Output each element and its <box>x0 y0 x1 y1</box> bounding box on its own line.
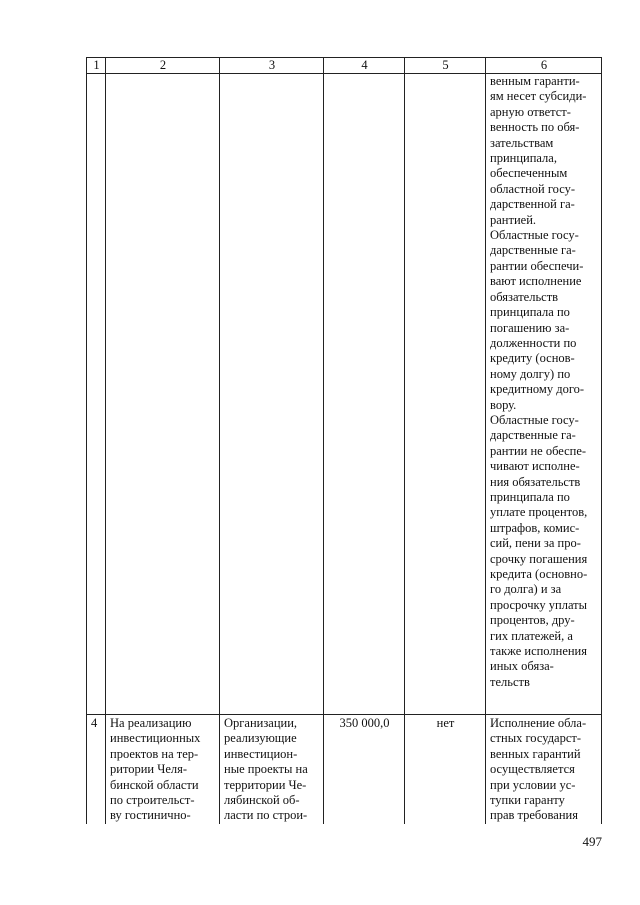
column-number-6: 6 <box>486 58 602 74</box>
cell-col5 <box>405 74 486 715</box>
table-row-continuation <box>87 74 602 715</box>
cell-conditions: Исполнение обла- стных государст- венных гарантий осуществляется при условии ус- тупки гаранту прав требования <box>486 715 602 824</box>
column-number-5: 5 <box>405 58 486 74</box>
guarantees-table <box>86 57 602 824</box>
cell-recourse: нет <box>405 715 486 824</box>
page-number: 497 <box>582 834 602 849</box>
cell-purpose: На реализацию инвестиционных проектов на тер- ритории Челя- бинской области по строительст- ву гостинично- <box>106 715 220 824</box>
column-number-2: 2 <box>106 58 220 74</box>
table-header-row <box>87 58 602 74</box>
column-number-3: 3 <box>220 58 324 74</box>
cell-amount: 350 000,0 <box>324 715 405 824</box>
cell-row-number: 4 <box>87 715 106 824</box>
cell-principal: Организации, реализующие инвестицион- ные проекты на территории Че- лябинской об- ласти по строи- <box>220 715 324 824</box>
cell-col3 <box>220 74 324 715</box>
table-row-4 <box>87 715 602 824</box>
column-number-4: 4 <box>324 58 405 74</box>
cell-col1 <box>87 74 106 715</box>
column-number-1: 1 <box>87 58 106 74</box>
cell-col2 <box>106 74 220 715</box>
cell-conditions-text: венным гаранти- ям несет субсиди- арную ответст- венность по обя- зательствам принципала, обеспеченным областной госу- дарственной га- рантией. Областные госу- дарственные га- рантии обеспечи- вают исполнение обязательств принципала по погашению за- долженности по кредиту (основ- ному долгу) по кредитному дого- вору. Областные госу- дарственные га- рантии не обеспе- чивают исполне- ния обязательств принципала по уплате процентов, штрафов, комис- сий, пени за про- срочку погашения кредита (основно- го долга) и за просрочку уплаты процентов, дру- гих платежей, а также исполнения иных обяза- тельств <box>486 74 602 715</box>
cell-col4 <box>324 74 405 715</box>
